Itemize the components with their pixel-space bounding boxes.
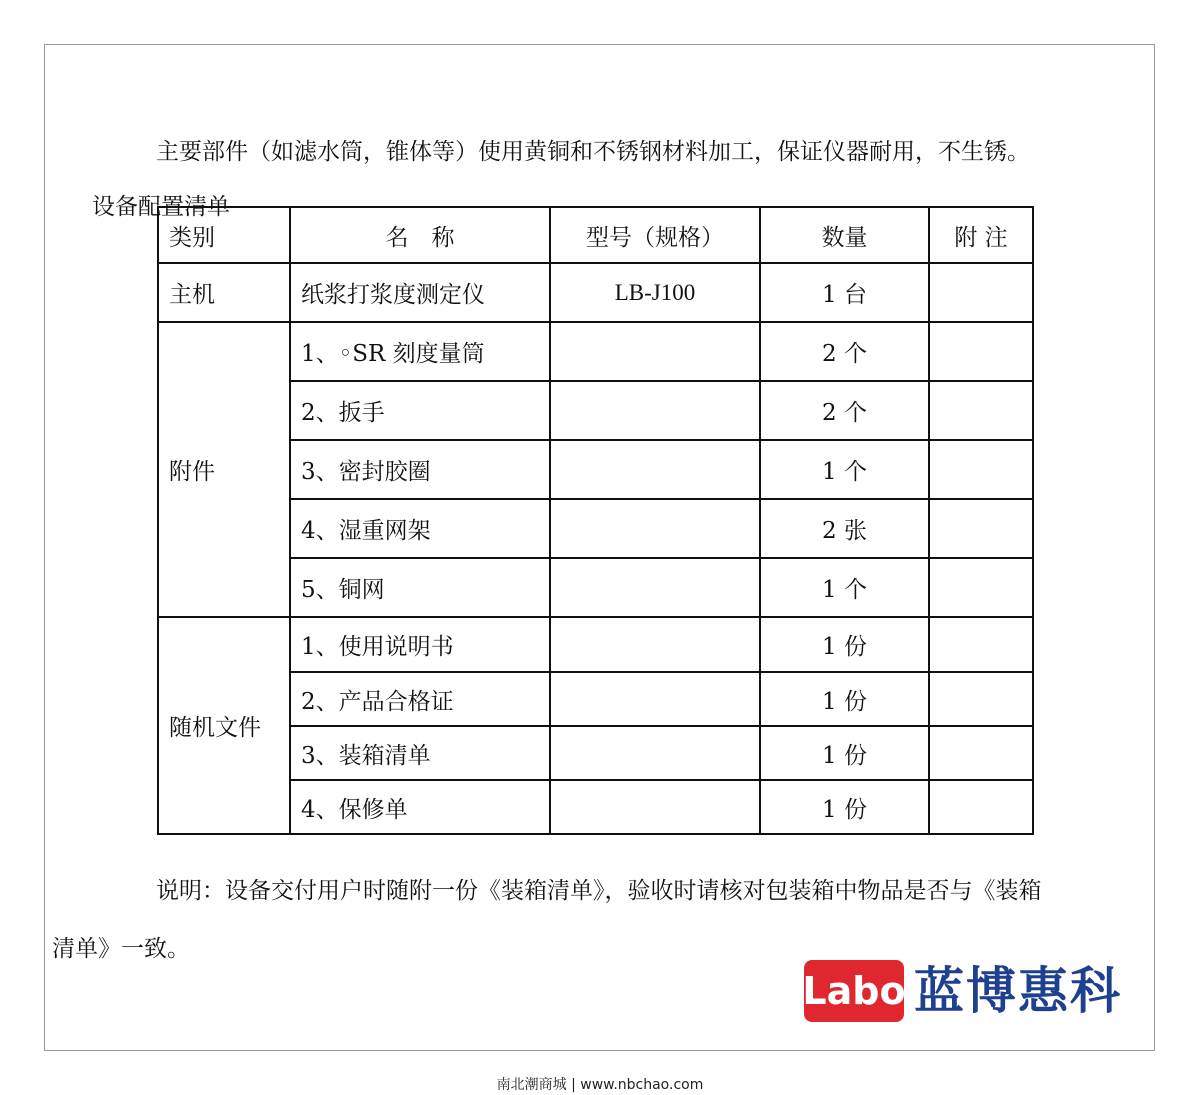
item-name: 2、产品合格证 (290, 672, 550, 726)
item-name: 1、◦SR 刻度量筒 (290, 322, 550, 381)
item-model (550, 726, 760, 780)
header-remark: 附 注 (929, 207, 1033, 263)
table-row (158, 672, 1033, 726)
table-row (158, 558, 1033, 617)
item-name: 4、湿重网架 (290, 499, 550, 558)
item-name: 1、使用说明书 (290, 617, 550, 672)
note-line-1: 说明：设备交付用户时随附一份《装箱清单》，验收时请核对包装箱中物品是否与《装箱 (156, 878, 1042, 904)
item-remark (929, 617, 1033, 672)
company-logo (804, 960, 1122, 1022)
item-name: 5、铜网 (290, 558, 550, 617)
category-main-unit: 主机 (158, 263, 290, 322)
item-model (550, 617, 760, 672)
section-heading: 设备配置清单 (92, 194, 230, 220)
configuration-table (157, 206, 1034, 835)
item-quantity: 2 个 (760, 322, 929, 381)
item-remark (929, 440, 1033, 499)
table-header-row (158, 207, 1033, 263)
item-name: 2、扳手 (290, 381, 550, 440)
item-model: LB-J100 (550, 263, 760, 322)
item-remark (929, 322, 1033, 381)
table-row (158, 617, 1033, 672)
item-remark (929, 558, 1033, 617)
item-quantity: 1 个 (760, 440, 929, 499)
item-name: 3、装箱清单 (290, 726, 550, 780)
item-remark (929, 780, 1033, 834)
item-remark (929, 263, 1033, 322)
item-quantity: 2 张 (760, 499, 929, 558)
header-model: 型号（规格） (550, 207, 760, 263)
item-quantity: 1 份 (760, 617, 929, 672)
table-row (158, 440, 1033, 499)
category-documents: 随机文件 (158, 617, 290, 834)
category-accessories: 附件 (158, 322, 290, 617)
logo-mark: Labo (804, 960, 904, 1022)
header-name: 名 称 (290, 207, 550, 263)
item-model (550, 780, 760, 834)
table-row-main-unit (158, 263, 1033, 322)
item-remark (929, 381, 1033, 440)
table-row (158, 381, 1033, 440)
item-quantity: 2 个 (760, 381, 929, 440)
item-model (550, 499, 760, 558)
item-remark (929, 499, 1033, 558)
item-quantity: 1 份 (760, 726, 929, 780)
item-name: 纸浆打浆度测定仪 (290, 263, 550, 322)
footer-text: 南北潮商城 | www.nbchao.com (496, 1077, 704, 1093)
item-quantity: 1 份 (760, 780, 929, 834)
item-model (550, 381, 760, 440)
item-model (550, 558, 760, 617)
item-quantity: 1 份 (760, 672, 929, 726)
item-remark (929, 726, 1033, 780)
item-model (550, 672, 760, 726)
table-row (158, 780, 1033, 834)
item-model (550, 322, 760, 381)
table-row (158, 322, 1033, 381)
intro-paragraph: 主要部件（如滤水筒，锥体等）使用黄铜和不锈钢材料加工，保证仪器耐用，不生锈。 (156, 139, 1030, 165)
item-model (550, 440, 760, 499)
note-line-2: 清单》一致。 (52, 936, 190, 962)
item-name: 3、密封胶圈 (290, 440, 550, 499)
item-quantity: 1 台 (760, 263, 929, 322)
table-row (158, 499, 1033, 558)
header-category: 类别 (158, 207, 290, 263)
table-row (158, 726, 1033, 780)
item-name: 4、保修单 (290, 780, 550, 834)
item-quantity: 1 个 (760, 558, 929, 617)
header-quantity: 数量 (760, 207, 929, 263)
logo-name: 蓝博惠科 (914, 962, 1122, 1020)
item-remark (929, 672, 1033, 726)
